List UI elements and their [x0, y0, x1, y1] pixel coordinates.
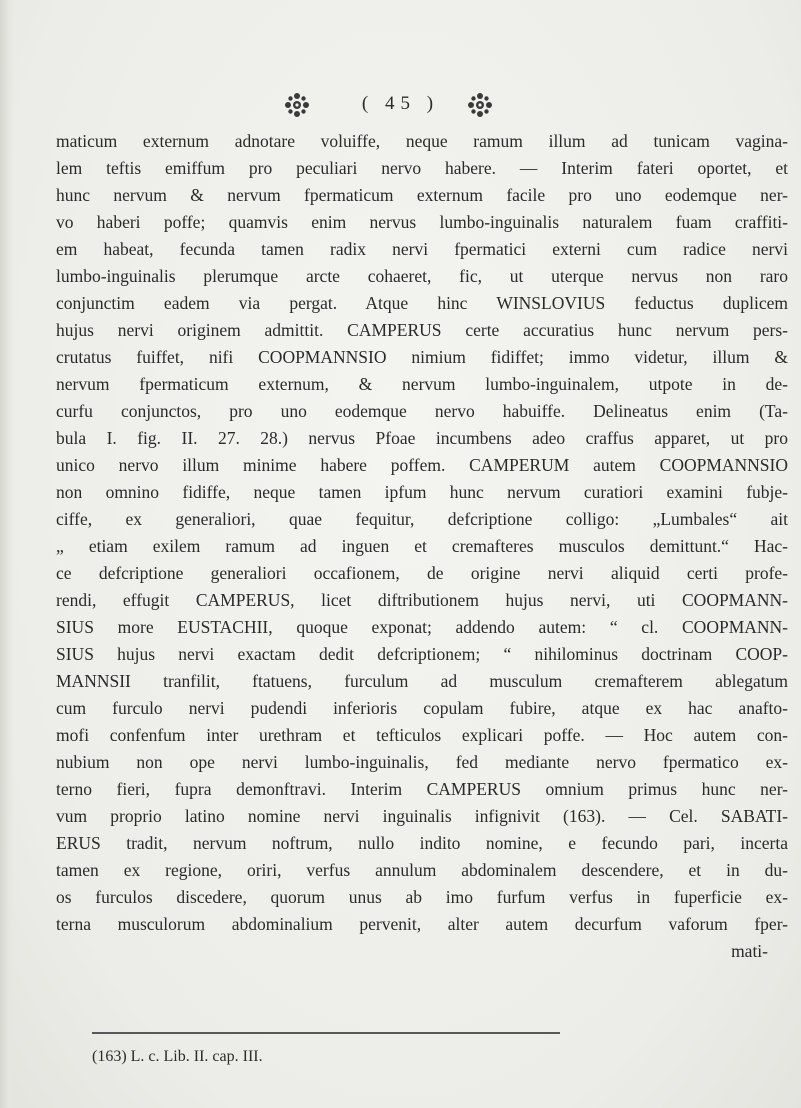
text-line: SIUS hujus nervi exactam dedit defcriptionem; “ nihilominus doctrinam COOP-	[56, 644, 788, 664]
text-line: lumbo-inguinalis plerumque arcte cohaeret, fic, ut uterque nervus non raro	[56, 266, 788, 286]
text-line: ce defcriptione generaliori occafionem, de origine nervi aliquid certi profe-	[56, 563, 788, 583]
text-line: hunc nervum & nervum fpermaticum externum facile pro uno eodemque ner-	[56, 185, 788, 205]
text-line: conjunctim eadem via pergat. Atque hinc WINSLOVIUS feductus duplicem	[56, 293, 788, 313]
page-number: ( 45 )	[361, 93, 440, 114]
running-header	[0, 92, 801, 126]
text-line: nervum fpermaticum externum, & nervum lumbo-inguinalem, utpote in de-	[56, 374, 788, 394]
text-line: ERUS tradit, nervum noftrum, nullo indito nomine, e fecundo pari, incerta	[56, 833, 788, 853]
text-line: hujus nervi originem admittit. CAMPERUS certe accuratius hunc nervum pers-	[56, 320, 788, 340]
text-line: bula I. fig. II. 27. 28.) nervus Pfoae incumbens adeo craffus apparet, ut pro	[56, 428, 788, 448]
text-line: ciffe, ex generaliori, quae fequitur, defcriptione colligo: „Lumbales“ ait	[56, 509, 788, 529]
text-line: unico nervo illum minime habere poffem. CAMPERUM autem COOPMANNSIO	[56, 455, 788, 475]
text-line: os furculos discedere, quorum unus ab imo furfum verfus in fuperficie ex-	[56, 887, 788, 907]
text-line: MANNSII tranfilit, ftatuens, furculum ad musculum cremafterem ablegatum	[56, 671, 788, 691]
text-line: SIUS more EUSTACHII, quoque exponat; addendo autem: “ cl. COOPMANN-	[56, 617, 788, 637]
text-line: cum furculo nervi pudendi inferioris copulam fubire, atque ex hac anafto-	[56, 698, 788, 718]
text-line: vo haberi poffe; quamvis enim nervus lumbo-inguinalis naturalem fuam craffiti-	[56, 212, 788, 232]
text-line: vum proprio latino nomine nervi inguinalis infignivit (163). — Cel. SABATI-	[56, 806, 788, 826]
text-line: terna musculorum abdominalium pervenit, alter autem decurfum vaforum fper-	[56, 914, 788, 934]
text-line: curfu conjunctos, pro uno eodemque nervo habuiffe. Delineatus enim (Ta-	[56, 401, 788, 421]
binding-shadow	[0, 0, 14, 1108]
catchword: mati-	[731, 941, 768, 961]
body-text	[56, 128, 788, 965]
text-line: terno fieri, fupra demonftravi. Interim CAMPERUS omnium primus hunc ner-	[56, 779, 788, 799]
footnote: (163) L. c. Lib. II. cap. III.	[92, 1048, 263, 1065]
text-line: nubium non ope nervi lumbo-inguinalis, fed mediante nervo fpermatico ex-	[56, 752, 788, 772]
text-line: crutatus fuiffet, nifi COOPMANNSIO nimium fidiffet; immo videtur, illum &	[56, 347, 788, 367]
text-line: mofi confenfum inter urethram et tefticulos explicari poffe. — Hoc autem con-	[56, 725, 788, 745]
footnote-rule	[92, 1032, 560, 1034]
text-line: maticum externum adnotare voluiffe, neque ramum illum ad tunicam vagina-	[56, 131, 788, 151]
text-line: tamen ex regione, oriri, verfus annulum abdominalem descendere, et in du-	[56, 860, 788, 880]
text-line: „ etiam exilem ramum ad inguen et cremafteres musculos demittunt.“ Hac-	[56, 536, 788, 556]
text-line: non omnino fidiffe, neque tamen ipfum hunc nervum curatiori examini fubje-	[56, 482, 788, 502]
text-line: em habeat, fecunda tamen radix nervi fpermatici externi cum radice nervi	[56, 239, 788, 259]
fleuron-right-icon	[467, 92, 493, 118]
text-line: rendi, effugit CAMPERUS, licet diftributionem hujus nervi, uti COOPMANN-	[56, 590, 788, 610]
text-line: lem teftis emiffum pro peculiari nervo habere. — Interim fateri oportet, et	[56, 158, 788, 178]
